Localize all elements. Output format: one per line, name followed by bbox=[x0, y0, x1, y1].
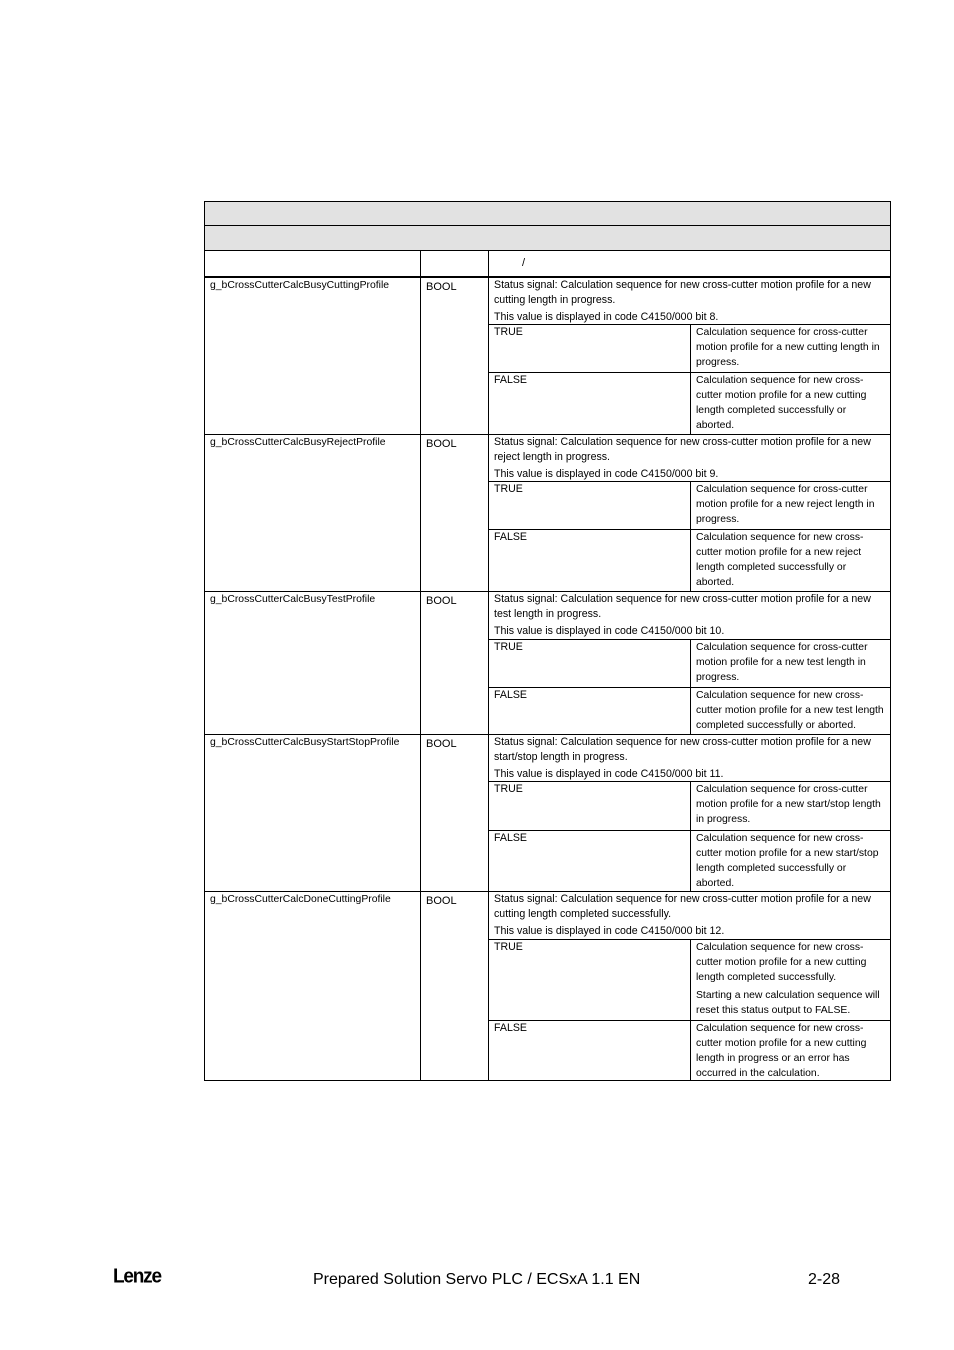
lenze-logo-text: Lenze bbox=[113, 1265, 161, 1288]
false-label: FALSE bbox=[494, 374, 527, 386]
false-meaning-line: Calculation sequence for new cross- bbox=[696, 532, 864, 543]
variable-name: g_bCrossCutterCalcDoneCuttingProfile bbox=[210, 894, 391, 905]
false-meaning-line: length completed successfully or bbox=[696, 562, 847, 573]
description-line: start/stop length in progress. bbox=[494, 751, 628, 763]
column-header-row bbox=[204, 250, 891, 277]
true-meaning-line: cutter motion profile for a new cutting bbox=[696, 957, 867, 968]
description-line: cutting length in progress. bbox=[494, 294, 616, 306]
true-meaning-line: progress. bbox=[696, 357, 740, 368]
document-title: Prepared Solution Servo PLC / ECSxA 1.1 EN bbox=[313, 1271, 641, 1288]
true-note-line: reset this status output to FALSE. bbox=[696, 1005, 851, 1016]
false-meaning-line: length completed successfully or bbox=[696, 863, 847, 874]
false-meaning-line: Calculation sequence for new cross- bbox=[696, 1023, 864, 1034]
false-meaning-line: length completed successfully or bbox=[696, 405, 847, 416]
false-meaning-line: completed successfully or aborted. bbox=[696, 720, 856, 731]
description-line: cutting length completed successfully. bbox=[494, 908, 672, 920]
value-column-divider bbox=[690, 324, 691, 434]
false-meaning-line: cutter motion profile for a new cutting bbox=[696, 390, 867, 401]
true-meaning-line: Calculation sequence for cross-cutter bbox=[696, 642, 868, 653]
false-meaning-line: Calculation sequence for new cross- bbox=[696, 833, 864, 844]
description-line: Status signal: Calculation sequence for new cross-cutter motion profile for a new bbox=[494, 593, 871, 605]
false-label: FALSE bbox=[494, 1022, 527, 1034]
description-line: Status signal: Calculation sequence for new cross-cutter motion profile for a new bbox=[494, 436, 871, 448]
code-reference: This value is displayed in code C4150/000 bit 9. bbox=[494, 468, 719, 480]
true-label: TRUE bbox=[494, 483, 523, 495]
column-divider bbox=[420, 250, 421, 1081]
true-label: TRUE bbox=[494, 941, 523, 953]
true-meaning-line: in progress. bbox=[696, 814, 751, 825]
true-meaning-line: length completed successfully. bbox=[696, 972, 837, 983]
false-label: FALSE bbox=[494, 531, 527, 543]
false-label: FALSE bbox=[494, 689, 527, 701]
data-type: BOOL bbox=[426, 595, 457, 607]
variable-name: g_bCrossCutterCalcBusyStartStopProfile bbox=[210, 737, 400, 748]
true-meaning-line: motion profile for a new cutting length in bbox=[696, 342, 880, 353]
data-type: BOOL bbox=[426, 738, 457, 750]
true-meaning-line: motion profile for a new test length in bbox=[696, 657, 866, 668]
data-type: BOOL bbox=[426, 438, 457, 450]
variable-name: g_bCrossCutterCalcBusyCuttingProfile bbox=[210, 280, 390, 291]
true-meaning-line: Calculation sequence for cross-cutter bbox=[696, 484, 868, 495]
table-title-band bbox=[204, 201, 891, 226]
code-reference: This value is displayed in code C4150/000 bit 12. bbox=[494, 925, 725, 937]
true-meaning-line: motion profile for a new start/stop length bbox=[696, 799, 881, 810]
value-column-divider bbox=[690, 639, 691, 734]
table-subtitle-band bbox=[204, 225, 891, 251]
true-meaning-line: Calculation sequence for cross-cutter bbox=[696, 327, 868, 338]
true-note-line: Starting a new calculation sequence will bbox=[696, 990, 880, 1001]
variable-name: g_bCrossCutterCalcBusyRejectProfile bbox=[210, 437, 386, 448]
code-reference: This value is displayed in code C4150/000 bit 8. bbox=[494, 311, 719, 323]
description-line: test length in progress. bbox=[494, 608, 602, 620]
true-meaning-line: Calculation sequence for cross-cutter bbox=[696, 784, 868, 795]
true-meaning-line: progress. bbox=[696, 672, 740, 683]
false-meaning-line: cutter motion profile for a new test length bbox=[696, 705, 884, 716]
true-label: TRUE bbox=[494, 783, 523, 795]
false-label: FALSE bbox=[494, 832, 527, 844]
value-column-divider bbox=[690, 781, 691, 891]
false-meaning-line: aborted. bbox=[696, 878, 735, 889]
false-meaning-line: Calculation sequence for new cross- bbox=[696, 375, 864, 386]
true-meaning-line: progress. bbox=[696, 514, 740, 525]
data-type: BOOL bbox=[426, 281, 457, 293]
data-type: BOOL bbox=[426, 895, 457, 907]
lenze-logo bbox=[113, 1265, 161, 1289]
description-line: reject length in progress. bbox=[494, 451, 611, 463]
description-line: Status signal: Calculation sequence for new cross-cutter motion profile for a new bbox=[494, 279, 871, 291]
value-column-divider bbox=[690, 939, 691, 1081]
description-line: Status signal: Calculation sequence for new cross-cutter motion profile for a new bbox=[494, 893, 871, 905]
column-header-slash: / bbox=[522, 257, 526, 269]
column-divider bbox=[488, 250, 489, 1081]
false-meaning-line: cutter motion profile for a new cutting bbox=[696, 1038, 867, 1049]
true-meaning-line: Calculation sequence for new cross- bbox=[696, 942, 864, 953]
false-meaning-line: length in progress or an error has bbox=[696, 1053, 850, 1064]
false-meaning-line: cutter motion profile for a new reject bbox=[696, 547, 862, 558]
true-meaning-line: motion profile for a new reject length in bbox=[696, 499, 875, 510]
page-number: 2-28 bbox=[808, 1271, 841, 1288]
false-meaning-line: Calculation sequence for new cross- bbox=[696, 690, 864, 701]
variable-name: g_bCrossCutterCalcBusyTestProfile bbox=[210, 594, 376, 605]
false-meaning-line: aborted. bbox=[696, 577, 735, 588]
false-meaning-line: aborted. bbox=[696, 420, 735, 431]
value-column-divider bbox=[690, 481, 691, 591]
code-reference: This value is displayed in code C4150/000 bit 11. bbox=[494, 768, 724, 780]
true-label: TRUE bbox=[494, 326, 523, 338]
true-label: TRUE bbox=[494, 641, 523, 653]
false-meaning-line: occurred in the calculation. bbox=[696, 1068, 820, 1079]
false-meaning-line: cutter motion profile for a new start/stop bbox=[696, 848, 879, 859]
description-line: Status signal: Calculation sequence for new cross-cutter motion profile for a new bbox=[494, 736, 871, 748]
code-reference: This value is displayed in code C4150/000 bit 10. bbox=[494, 625, 725, 637]
